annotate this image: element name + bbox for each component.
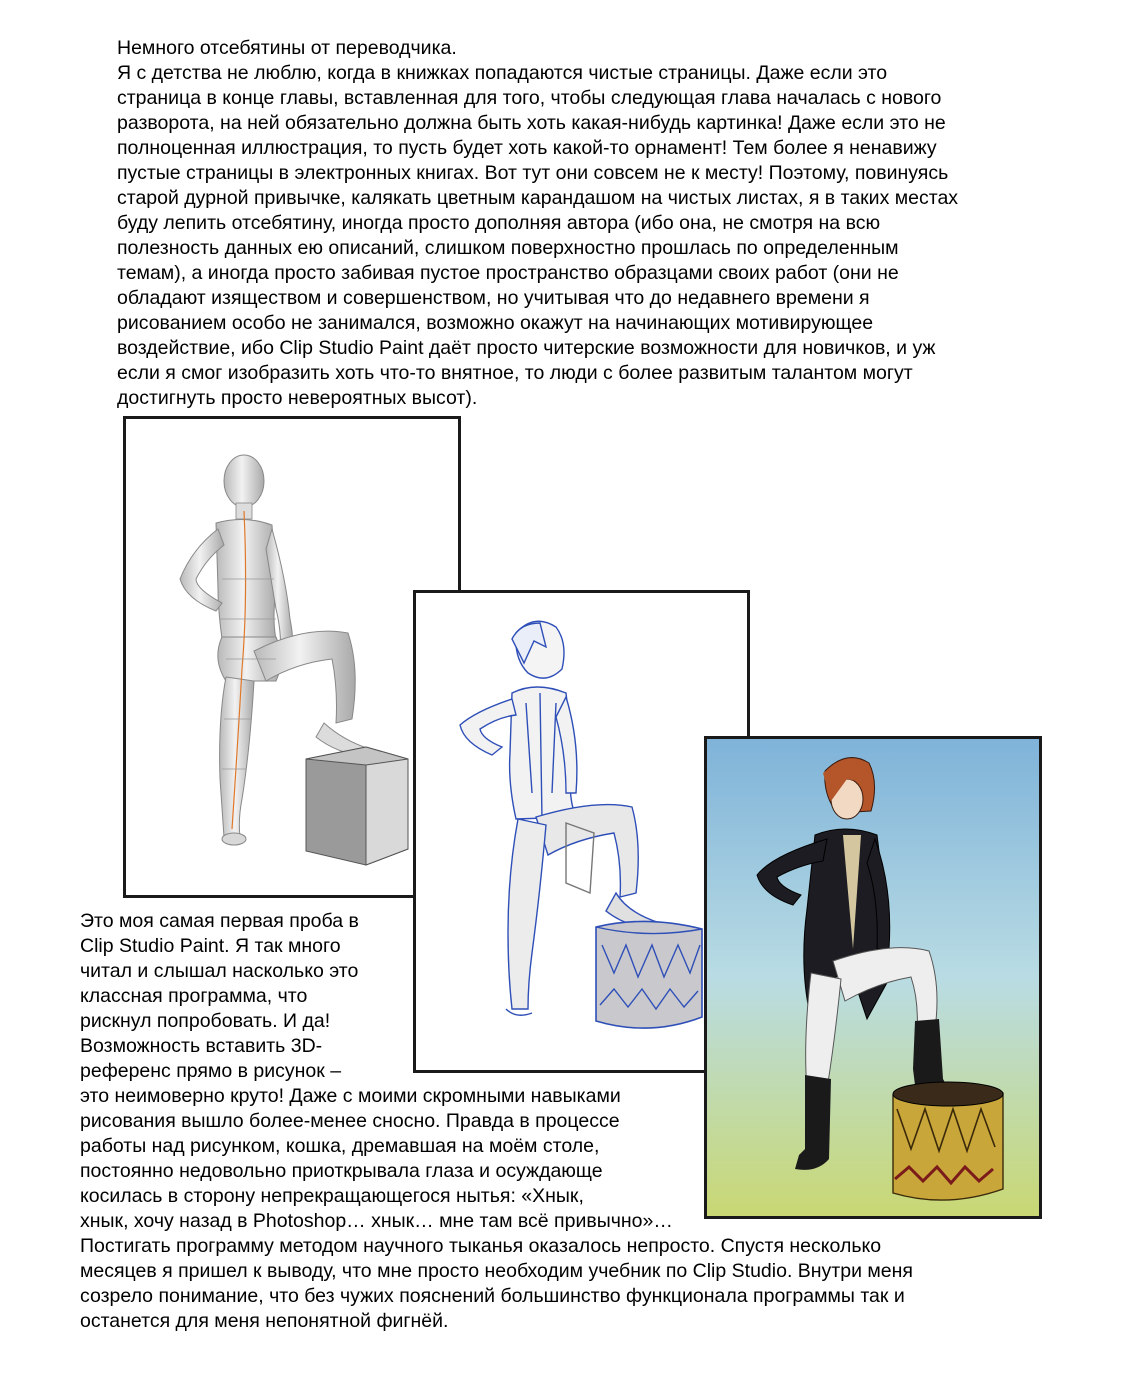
text-line: если я смог изобразить хоть что-то внятное, то люди с более развитым талантом могут	[117, 362, 913, 384]
text-line: полноценная иллюстрация, то пусть будет хоть какой-то орнамент! Тем более я ненавижу	[117, 137, 937, 159]
text-line: обладают изяществом и совершенством, но учитывая что до недавнего времени я	[117, 287, 870, 309]
text-line: работы над рисунком, кошка, дремавшая на моём столе,	[80, 1135, 600, 1157]
text-line: косилась в сторону непрекращающегося нытья: «Хнык,	[80, 1185, 584, 1207]
text-line: рискнул попробовать. И да!	[80, 1010, 331, 1032]
text-line: Немного отсебятины от переводчика.	[117, 37, 457, 59]
text-line: воздействие, ибо Clip Studio Paint даёт просто читерские возможности для новичков, и уж	[117, 337, 936, 359]
text-line: референс прямо в рисунок –	[80, 1060, 342, 1082]
text-line: месяцев я пришел к выводу, что мне просто необходим учебник по Clip Studio. Внутри меня	[80, 1260, 913, 1282]
bottom-paragraph	[80, 1234, 913, 1334]
text-line: Постигать программу методом научного тыканья оказалось непросто. Спустя несколько	[80, 1235, 882, 1257]
text-line: рисования вышло более-менее сносно. Правда в процессе	[80, 1110, 620, 1132]
text-line: пустые страницы в электронных книгах. Вот тут они совсем не к месту! Поэтому, повинуясь	[117, 162, 949, 184]
figure-color-illustration	[704, 736, 1042, 1219]
text-line: это неимоверно круто! Даже с моими скромными навыками	[80, 1085, 621, 1107]
text-line: хнык, хочу назад в Photoshop… хнык… мне там всё привычно»…	[80, 1210, 673, 1232]
intro-paragraph	[117, 36, 958, 411]
text-line: буду лепить отсебятину, иногда просто дополняя автора (ибо она, не смотря на всю	[117, 212, 881, 234]
text-line: Я с детства не люблю, когда в книжках попадаются чистые страницы. Даже если это	[117, 62, 888, 84]
side-paragraph	[80, 909, 673, 1234]
mannequin-illustration	[126, 419, 458, 895]
colored-illustration	[707, 739, 1039, 1216]
text-line: Clip Studio Paint. Я так много	[80, 935, 341, 957]
text-line: достигнуть просто невероятных высот).	[117, 387, 478, 409]
text-line: темам), а иногда просто забивая пустое пространство образцами своих работ (они не	[117, 262, 899, 284]
text-line: постоянно недовольно приоткрывала глаза и осуждающе	[80, 1160, 603, 1182]
text-line: Это моя самая первая проба в	[80, 910, 359, 932]
text-line: полезность данных ею описаний, слишком поверхностно прошлась по определенным	[117, 237, 899, 259]
text-line: рисованием особо не занимался, возможно окажут на начинающих мотивирующее	[117, 312, 874, 334]
text-line: классная программа, что	[80, 985, 308, 1007]
text-line: старой дурной привычке, калякать цветным карандашом на чистых листах, я в таких местах	[117, 187, 959, 209]
text-line: останется для меня непонятной фигнёй.	[80, 1310, 449, 1332]
text-line: разворота, на ней обязательно должна быть хоть какая-нибудь картинка! Даже если это не	[117, 112, 946, 134]
text-line: созрело понимание, что без чужих пояснений большинство функционала программы так и	[80, 1285, 905, 1307]
figure-3d-mannequin	[123, 416, 461, 898]
text-line: читал и слышал насколько это	[80, 960, 359, 982]
text-line: страница в конце главы, вставленная для того, чтобы следующая глава началась с нового	[117, 87, 942, 109]
text-line: Возможность вставить 3D-	[80, 1035, 323, 1057]
